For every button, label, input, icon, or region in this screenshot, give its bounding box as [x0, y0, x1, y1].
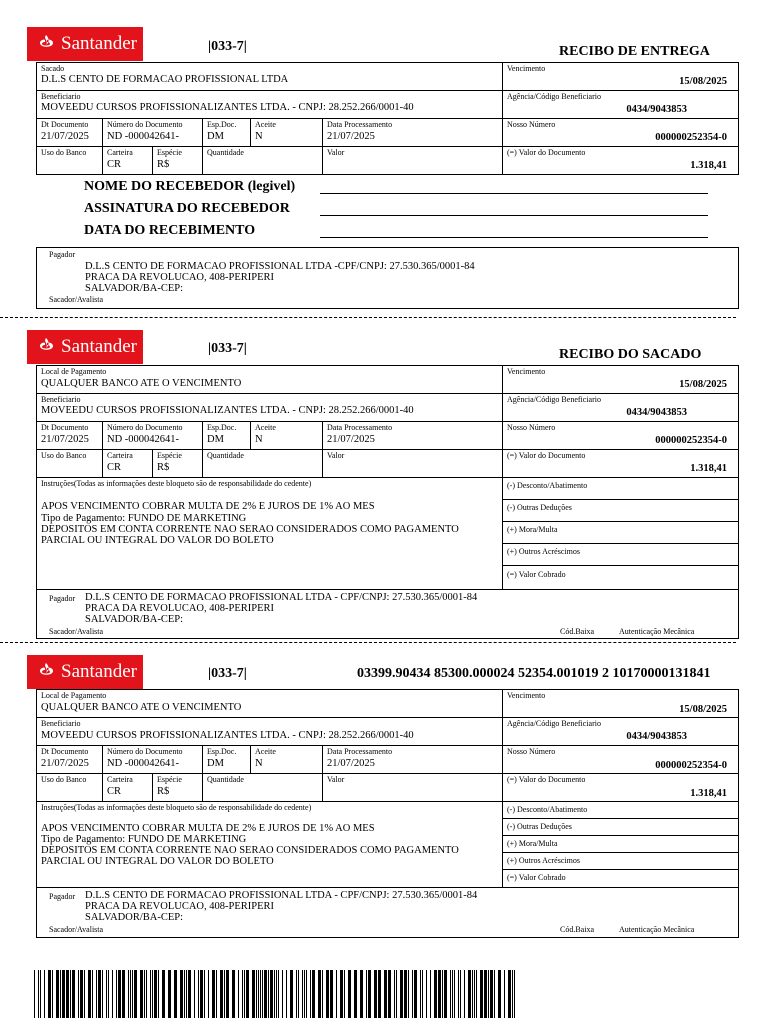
cut-line	[0, 317, 736, 318]
instructions-box: Instruções(Todas as informações deste bloqueto são de responsabilidade do cedente) APOS VENCIMENTO COBRAR MULTA DE 2% E JUROS DE 1% AO MES Tipo de Pagamento: FUNDO DE MARKETING DEPOSITOS EM CONTA CORRENTE NAO SERAO CONSIDERADOS COMO PAGAMENTO PARCIAL OU INTEGRAL DO VALOR DO BOLETO	[37, 478, 503, 590]
assinatura-label: ASSINATURA DO RECEBEDOR	[84, 201, 290, 216]
beneficiario-value: MOVEEDU CURSOS PROFISSIONALIZANTES LTDA. - CNPJ: 28.252.266/0001-40	[41, 102, 414, 113]
receipt-grid: Sacado D.L.S CENTO DE FORMACAO PROFISSIONAL LTDA Vencimento 15/08/2025 Beneficiario MOVEEDU CURSOS PROFISSIONALIZANTES LTDA. - CNPJ: 28.252.266/0001-40 Agência/Código Beneficiario 0434/9043853 Dt Documento 21/07/2025 Número do Documento ND -000042641- Esp.Doc. DM Aceite N Data Processamento 21/07/2025 Nosso Número 000000252354-0 Uso do Banco Carteira CR Espécie R$ Quantidade Valor (=) Valor do Documento 1.318,41	[36, 62, 739, 175]
pagador-line-1: D.L.S CENTO DE FORMACAO PROFISSIONAL LTDA -CPF/CNPJ: 27.530.365/0001-84	[85, 261, 475, 272]
sacado-value: D.L.S CENTO DE FORMACAO PROFISSIONAL LTDA	[41, 74, 289, 85]
pagador-line-3: SALVADOR/BA-CEP:	[85, 283, 184, 294]
agencia-value: 0434/9043853	[626, 104, 687, 115]
receipt-title: RECIBO DE ENTREGA	[559, 44, 710, 59]
santander-logo	[27, 27, 143, 61]
bank-code: |033-7|	[208, 666, 247, 681]
valor-documento-value: 1.318,41	[690, 160, 727, 171]
santander-flame-icon	[35, 662, 57, 682]
vencimento-value: 15/08/2025	[679, 76, 727, 87]
receipt-grid: Local de Pagamento QUALQUER BANCO ATE O VENCIMENTO Vencimento 15/08/2025 Beneficiario MOVEEDU CURSOS PROFISSIONALIZANTES LTDA. - CNPJ: 28.252.266/0001-40 Agência/Código Beneficiario 0434/9043853 Dt Documento 21/07/2025 Número do Documento ND -000042641- Esp.Doc. DM Aceite N Data Processamento 21/07/2025 Nosso Número 000000252354-0 Uso do Banco Carteira CR Espécie R$ Quantidade Valor (=) Valor do Documento 1.318,41 Instruções(Todas as informações deste bloqueto são de responsabilidade do cedente) APOS VENCIMENTO COBRAR MULTA DE 2% E JUROS DE 1% AO MES Tipo de Pagamento: FUNDO DE MARKETING DEPOSITOS EM CONTA CORRENTE NAO SERAO CONSIDERADOS COMO PAGAMENTO PARCIAL OU INTEGRAL DO VALOR DO BOLETO (-) Desconto/Abatimento (-) Outras Deduções (+) Mora/Multa (+) Outros Acréscimos (=) Valor Cobrado Pagador D.L.S CENTO DE FORMACAO PROFISSIONAL LTDA - CPF/CNPJ: 27.530.365/0001-84 PRACA DA REVOLUCAO, 408-PERIPERI SALVADOR/BA-CEP: Sacador/Avalista Cód.Baixa Autenticação Mecânica	[36, 365, 739, 639]
santander-flame-icon	[35, 34, 57, 54]
instructions-box: Instruções(Todas as informações deste bloqueto são de responsabilidade do cedente) APOS VENCIMENTO COBRAR MULTA DE 2% E JUROS DE 1% AO MES Tipo de Pagamento: FUNDO DE MARKETING DEPOSITOS EM CONTA CORRENTE NAO SERAO CONSIDERADOS COMO PAGAMENTO PARCIAL OU INTEGRAL DO VALOR DO BOLETO	[37, 802, 503, 888]
data-recebimento-label: DATA DO RECEBIMENTO	[84, 223, 256, 238]
nome-recebedor-label: NOME DO RECEBEDOR (legivel)	[84, 179, 296, 194]
santander-logo: Santander	[27, 655, 143, 689]
brand-name: Santander	[61, 33, 137, 54]
pagador-box: Pagador D.L.S CENTO DE FORMACAO PROFISSIONAL LTDA -CPF/CNPJ: 27.530.365/0001-84 PRACA DA REVOLUCAO, 408-PERIPERI SALVADOR/BA-CEP: Sacador/Avalista	[36, 247, 739, 309]
barcode	[34, 970, 518, 1018]
bank-code: |033-7|	[208, 341, 247, 356]
nome-recebedor-line	[320, 193, 708, 194]
cut-line	[0, 642, 736, 643]
linha-digitavel: 03399.90434 85300.000024 52354.001019 2 10170000131841	[357, 666, 711, 681]
bank-code: |033-7|	[208, 39, 247, 54]
pagador-line-2: PRACA DA REVOLUCAO, 408-PERIPERI	[85, 272, 275, 283]
santander-flame-icon	[35, 337, 57, 357]
nosso-numero-value: 000000252354-0	[655, 132, 727, 143]
receipt-title: RECIBO DO SACADO	[559, 347, 702, 362]
santander-logo: Santander	[27, 330, 143, 364]
assinatura-line	[320, 215, 708, 216]
data-recebimento-line	[320, 237, 708, 238]
receipt-grid: Local de Pagamento QUALQUER BANCO ATE O VENCIMENTO Vencimento 15/08/2025 Beneficiario MOVEEDU CURSOS PROFISSIONALIZANTES LTDA. - CNPJ: 28.252.266/0001-40 Agência/Código Beneficiario 0434/9043853 Dt Documento 21/07/2025 Número do Documento ND -000042641- Esp.Doc. DM Aceite N Data Processamento 21/07/2025 Nosso Número 000000252354-0 Uso do Banco Carteira CR Espécie R$ Quantidade Valor (=) Valor do Documento 1.318,41 Instruções(Todas as informações deste bloqueto são de responsabilidade do cedente) APOS VENCIMENTO COBRAR MULTA DE 2% E JUROS DE 1% AO MES Tipo de Pagamento: FUNDO DE MARKETING DEPOSITOS EM CONTA CORRENTE NAO SERAO CONSIDERADOS COMO PAGAMENTO PARCIAL OU INTEGRAL DO VALOR DO BOLETO (-) Desconto/Abatimento (-) Outras Deduções (+) Mora/Multa (+) Outros Acréscimos (=) Valor Cobrado Pagador D.L.S CENTO DE FORMACAO PROFISSIONAL LTDA - CPF/CNPJ: 27.530.365/0001-84 PRACA DA REVOLUCAO, 408-PERIPERI SALVADOR/BA-CEP: Sacador/Avalista Cód.Baixa Autenticação Mecânica	[36, 689, 739, 938]
